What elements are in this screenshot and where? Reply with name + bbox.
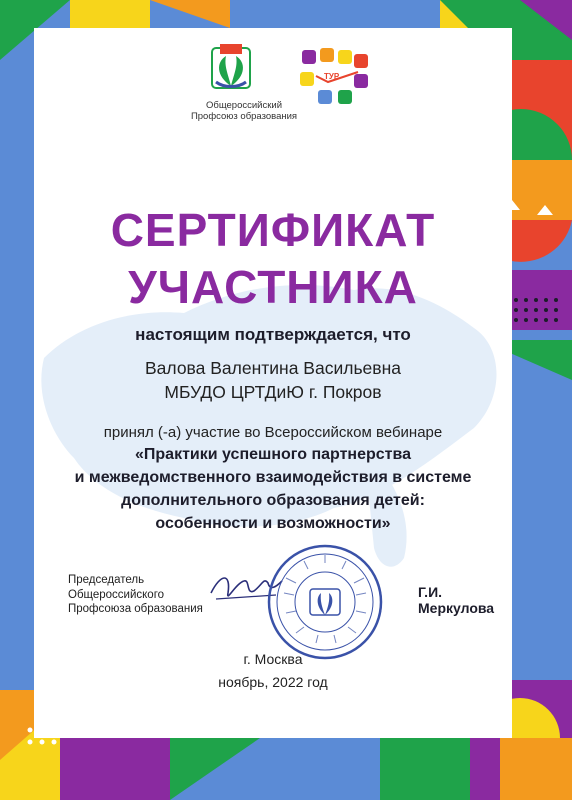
participation-text: принял (-а) участие во Всероссийском вебинаре xyxy=(103,424,443,441)
signer-name: Г.И. Меркулова xyxy=(418,584,495,616)
union-logo-icon xyxy=(206,38,256,94)
certificate-paper xyxy=(34,28,512,738)
union-logo-caption xyxy=(174,100,314,122)
activities-logo-text: ТУР xyxy=(324,72,340,81)
webinar-title-line1: «Практики успешного партнерства xyxy=(135,446,411,463)
certificate-title-line1: СЕРТИФИКАТ xyxy=(110,204,436,256)
official-stamp xyxy=(266,543,384,661)
union-caption-line2: Профсоюз образования xyxy=(190,111,298,122)
participant-organization: МБУДО ЦРТДиЮ г. Покров xyxy=(164,382,382,402)
webinar-title-line3: дополнительного образования детей: xyxy=(121,492,425,509)
confirm-text: настоящим подтверждается, что xyxy=(135,325,411,344)
issue-city: г. Москва xyxy=(243,651,303,667)
webinar-title-line2: и межведомственного взаимодействия в системе xyxy=(74,469,472,486)
chair-role-line3: Профсоюза образования xyxy=(68,603,203,615)
chair-role xyxy=(68,573,203,617)
issue-date: ноябрь, 2022 год xyxy=(218,674,328,690)
certificate-title-line2: УЧАСТНИКА xyxy=(128,261,418,313)
chair-role-line1: Председатель xyxy=(68,574,145,586)
union-caption-line1: Общероссийский xyxy=(205,100,283,111)
chair-role-line2: Общероссийского xyxy=(68,588,165,601)
webinar-title-line4: особенности и возможности» xyxy=(155,515,391,532)
participant-name: Валова Валентина Васильевна xyxy=(145,358,401,378)
